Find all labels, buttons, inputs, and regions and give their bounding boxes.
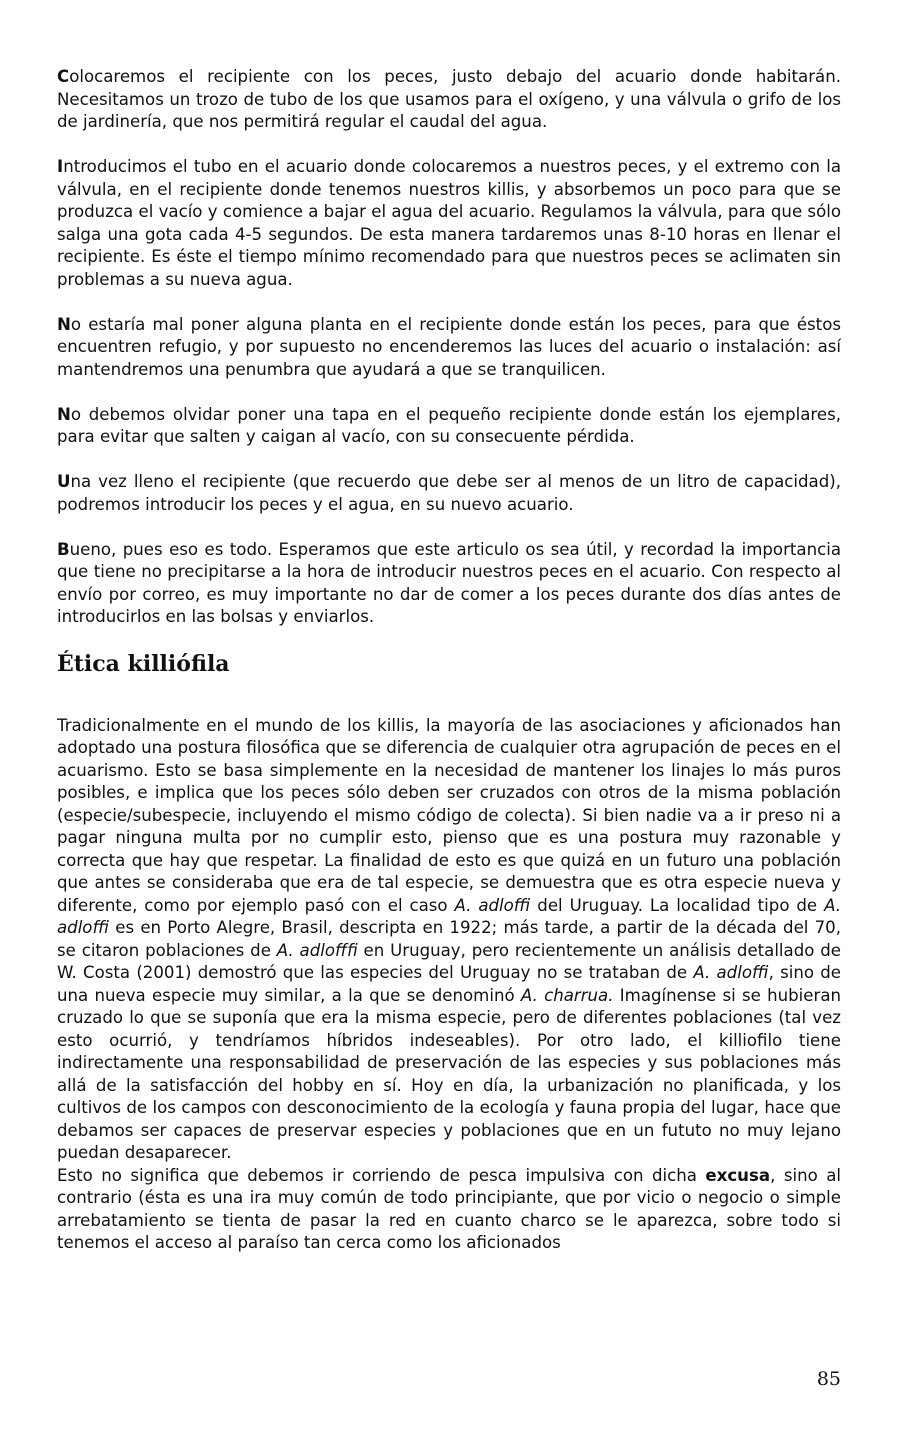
paragraph-5 [57,471,841,516]
species-name: A. adloffi [57,895,841,937]
species-name: A. adloffi [693,963,769,982]
text-run: , sino de una nueva especie muy similar, a la que se denominó [57,963,841,1005]
paragraph-6 [57,539,841,629]
species-name: A. adlofffi [276,940,358,960]
paragraph-text: ntroducimos el tubo en el acuario donde colocaremos a nuestros peces, y el extremo con la válvula, en el recipiente donde tenemos nuestros killis, y absorbemos un poco para que se produzca el vacío y comience a bajar el agua del acuario. Regulamos la válvula, para que sólo salga una gota cada 4-5 segundos. De esta manera tardaremos unas 8-10 horas en llenar el recipiente. Es éste el tiempo mínimo recomendado para que nuestros peces se aclimaten sin problemas a su nueva agua. [57,157,841,289]
text-run: Tradicionalmente en el mundo de los killis, la mayoría de las asociaciones y aficionados han adoptado una postura filosófica que se diferencia de cualquier otra agrupación de peces en el acuarismo. Esto se basa simplemente en la necesidad de mantener los linajes lo más puros posibles, e implica que los peces sólo deben ser cruzados con otros de la misma población (especie/subespecie, incluyendo el mismo código de colecta). Si bien nadie va a ir preso ni a pagar ninguna multa por no cumplir esto, pienso que es una postura muy razonable y correcta que hay que respetar. La finalidad de esto es que quizá en un futuro una población que antes se consideraba que era de tal especie, se demuestra que es otra especie nueva y diferente, como por ejemplo pasó con el caso [57,715,841,915]
section-paragraph-1 [57,715,841,1165]
initial-letter: U [57,472,71,491]
text-run: es en Porto Alegre, Brasil, descripta en 1922; más tarde, a partir de la década del 70, se citaron poblaciones de [57,918,841,960]
bold-word: excusa [705,1165,771,1185]
text-run: Imagínense si se hubieran cruzado lo que se suponía que era la misma especie, pero de diferentes poblaciones (tal vez esto ocurrió, y tendríamos híbridos indeseables). Por otro lado, el killiofilo tiene indirectamente una responsabilidad de preservación de las especies y sus poblaciones más allá de la satisfacción del hobby en sí. Hoy en día, la urbanización no planificada, y los cultivos de los campos con desconocimiento de la ecología y fauna propia del lugar, hace que debamos ser capaces de preservar especies y poblaciones que en un fututo no muy lejano puedan desaparecer. [57,985,842,1162]
paragraph-text: o debemos olvidar poner una tapa en el pequeño recipiente donde están los ejemplares, para evitar que salten y caigan al vacío, con su consecuente pérdida. [57,404,841,446]
species-name: A. charrua. [520,985,614,1005]
initial-letter: N [57,404,71,424]
paragraph-2 [57,156,841,291]
paragraph-text: olocaremos el recipiente con los peces, justo debajo del acuario donde habitarán. Necesitamos un trozo de tubo de los que usamos para el oxígeno, y una válvula o grifo de los de jardinería, que nos permitirá regular el caudal del agua. [57,67,841,131]
text-run: del Uruguay. La localidad tipo de [530,895,825,915]
page-number: 85 [816,1368,841,1390]
paragraph-text: o estaría mal poner alguna planta en el recipiente donde están los peces, para que éstos encuentren refugio, y por supuesto no encenderemos las luces del acuario o instalación: así mantendremos una penumbra que ayudará a que se tranquilicen. [57,314,841,379]
text-run: , sino al contrario (ésta es una ira muy común de todo principiante, que por vicio o negocio o simple arrebatamiento se tienta de pasar la red en cuanto charco se le aparezca, sobre todo si tenemos el acceso al paraíso tan cerca como los aficionados [57,1165,841,1252]
initial-letter: B [57,539,70,559]
page-content [57,66,841,1255]
initial-letter: C [57,67,70,86]
text-run: Esto no significa que debemos ir corriendo de pesca impulsiva con dicha [57,1165,706,1185]
paragraph-1 [57,66,841,134]
section-paragraph-2 [57,1165,841,1255]
paragraph-text: na vez lleno el recipiente (que recuerdo que debe ser al menos de un litro de capacidad), podremos introducir los peces y el agua, en su nuevo acuario. [57,472,841,514]
initial-letter: N [57,314,71,334]
paragraph-text: ueno, pues eso es todo. Esperamos que este articulo os sea útil, y recordad la importancia que tiene no precipitarse a la hora de introducir nuestros peces en el acuario. Con respecto al envío por correo, es muy importante no dar de comer a los peces durante dos días antes de introducirlos en las bolsas y enviarlos. [57,539,841,626]
paragraph-4 [57,404,841,449]
section-heading: Ética killiófila [57,650,230,677]
paragraph-3 [57,314,841,382]
initial-letter: I [57,157,64,176]
text-run: en Uruguay, pero recientemente un análisis detallado de W. Costa (2001) demostró que las especies del Uruguay no se trataban de [57,940,841,982]
species-name: A. adloffi [454,895,531,915]
